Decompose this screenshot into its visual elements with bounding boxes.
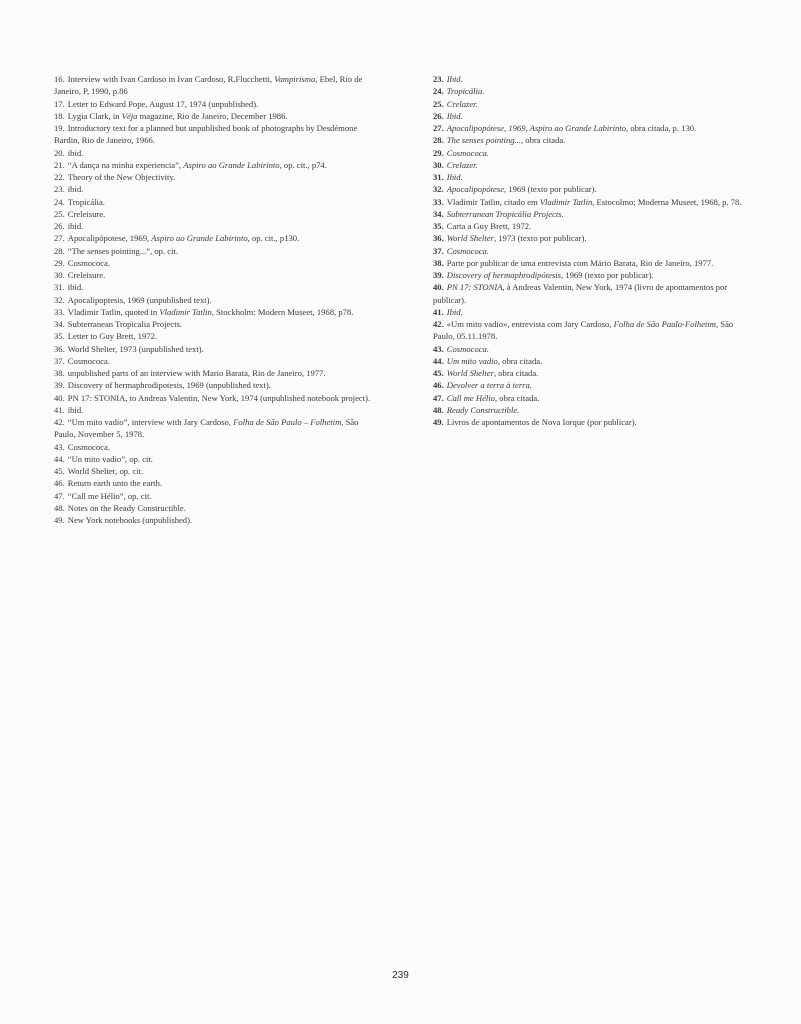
footnote-text: Crelazer. [446,98,478,109]
footnote-number: 27. [54,233,65,244]
footnote-text: “Um mito vadio”, interview with Jary Cardoso, [67,417,234,427]
footnote [433,196,753,208]
footnote-number: 23. [54,184,65,195]
footnote-text: Carta a Guy Brett, 1972. [446,221,532,231]
footnote [54,514,377,526]
footnote-text: unpublished parts of an interview with Mario Barata, Rio de Janeiro, 1977. [67,368,326,378]
footnote-text: PN 17: STONIA, to Andreas Valentin, New York, 1974 (unpublished notebook project). [67,392,371,403]
footnote-text: Cosmococa. [446,245,489,256]
footnote-text: Tropicália. [67,196,105,207]
footnote [54,122,377,147]
page-number: 239 [392,970,409,981]
footnote-number: 31. [433,172,444,182]
footnote [54,355,377,367]
footnote [54,465,377,477]
footnote-number: 40. [433,282,444,293]
footnote [54,306,377,318]
footnote-text: Introductory text for a planned but unpublished book of photographs by Desdémone Bardin, Rio de Janeiro, 1966. [54,123,358,146]
footnote-number: 25. [54,208,65,219]
footnote-number: 38. [433,257,444,268]
footnote [54,110,377,122]
footnote-number: 40. [54,392,65,403]
footnote-number: 30. [433,159,444,170]
notes-column-portuguese [433,73,753,428]
footnote-number: 43. [433,343,444,354]
footnote-text: , São Paulo, 05.11.1978. [433,319,734,342]
footnote [54,343,377,355]
footnote-number: 34. [54,319,65,329]
footnote-text: Lygia Clark, in [67,110,122,121]
notes-column-english [54,73,377,526]
footnote [433,159,753,171]
footnote-text: Vladimir Tatlin, citado em [446,196,540,207]
footnote-text: ibid. [67,221,84,231]
footnote-number: 49. [54,515,65,525]
footnote-text: Ibid. [446,172,463,182]
footnote-number: 35. [54,331,65,342]
footnote-number: 21. [54,159,65,170]
footnote-number: 37. [433,245,444,256]
footnote-text: Tropicália. [446,86,485,97]
footnote-text: ibid. [67,184,84,195]
footnote-text: Cosmococa. [67,441,110,452]
footnote-text: Discovery of hermaphrodipótesis [446,270,561,280]
footnote-number: 44. [54,453,65,464]
footnote-text: World Shelter, op. cit. [67,466,144,476]
footnote [433,306,753,318]
footnote-number: 19. [54,123,65,133]
footnote [54,171,377,183]
footnote-number: 26. [433,110,444,121]
footnote-number: 36. [433,233,444,244]
footnote-text: , obra citada. [497,355,543,366]
footnote-number: 33. [433,196,444,207]
footnote-text: Letter to Guy Brett, 1972. [67,331,158,342]
footnote-number: 48. [54,502,65,513]
footnote [54,294,377,306]
footnote [433,392,753,404]
footnote-text: Discovery of hermaphrodipotesis, 1969 (unpublished text). [67,380,271,391]
footnote-text: “The senses pointing...”, op. cit. [67,245,179,256]
footnote [54,490,377,502]
footnote-text: Cosmococa. [446,147,489,158]
footnote-text: Call me Hélio [446,392,495,403]
footnote-number: 48. [433,404,444,415]
footnote-number: 23. [433,74,444,84]
footnote-text: ibid. [67,147,84,158]
footnote-text: New York notebooks (unpublished). [67,515,193,525]
footnote-text: , obra citada. [493,368,539,378]
footnote-number: 34. [433,208,444,219]
footnote [433,122,753,134]
footnote-number: 29. [54,257,65,268]
footnote-number: 42. [54,417,65,427]
footnote [433,232,753,244]
footnote-text: Folha de São Paulo-Folhetim [613,319,716,329]
footnote-text: Véja [121,110,138,121]
footnote [54,281,377,293]
footnote-text: Vladimir Tatlin, quoted in [67,306,160,317]
footnote-text: Um mito vadio [446,355,498,366]
footnote [433,245,753,257]
footnote-text: Subterranean Tropicalia Projects. [67,319,183,329]
footnote-text: Apocalipopótese, 1969, Aspiro ao Grande Labirinto [446,123,627,133]
footnote-text: Devolver a terra à terra. [446,380,532,391]
footnote [54,196,377,208]
footnote-text: Parte por publicar de uma entrevista com Mário Barata, Rio de Janeiro, 1977. [446,257,714,268]
footnote [433,85,753,97]
footnote [54,441,377,453]
footnote [433,208,753,220]
footnote [433,318,753,343]
footnote-text: Ibid. [446,306,463,317]
footnote-text: , São Paulo, November 5, 1978. [54,417,359,440]
footnote-number: 37. [54,355,65,366]
footnote-number: 17. [54,98,65,109]
footnote-text: ibid. [67,404,84,415]
footnote-number: 16. [54,74,65,84]
footnote-number: 45. [433,368,444,378]
footnote [54,257,377,269]
footnote-text: Ready Constructible. [446,404,520,415]
footnote-text: Cosmococa. [67,355,110,366]
footnote [54,318,377,330]
footnote [54,220,377,232]
footnote-text: Apocalipoptesis, 1969 (unpublished text). [67,294,212,305]
footnote-text: Interview with Ivan Cardoso in Ivan Cardoso, R.Flucchetti, [67,74,275,84]
footnote-number: 47. [433,392,444,403]
footnote-text: Return earth unto the earth. [67,478,163,489]
footnote [54,73,377,98]
footnote-number: 46. [433,380,444,391]
footnote-text: , obra citada. [494,392,540,403]
footnote-number: 24. [54,196,65,207]
footnote-text: magazine, Rio de Janeiro, December 1986. [137,110,288,121]
footnote-text: Cosmococa. [446,343,489,354]
footnote-number: 41. [433,306,444,317]
footnote [54,147,377,159]
footnote-number: 32. [54,294,65,305]
footnote-text: Vladimir Tatlin [159,306,212,317]
footnote-text: , à Andreas Valentin, New York, 1974 (livro de apontamentos por publicar). [433,282,728,305]
footnote-text: “Call me Hélio”, op. cit. [67,490,152,501]
footnote [433,98,753,110]
footnote-number: 30. [54,270,65,280]
footnote-number: 22. [54,172,65,182]
footnote [54,379,377,391]
footnote [54,183,377,195]
footnote-text: World Shelter [446,368,494,378]
footnote-text: Apocalipópotese, 1969, [67,233,152,244]
footnote-text: Ibid. [446,110,463,121]
footnote-number: 41. [54,404,65,415]
footnote-number: 38. [54,368,65,378]
footnote-text: “A dança na minha experiencia”, [67,159,184,170]
footnote [433,73,753,85]
footnote [433,379,753,391]
footnote [433,220,753,232]
footnote-number: 39. [433,270,444,280]
footnote-text: , obra citada, p. 130. [626,123,697,133]
footnote [54,392,377,404]
footnote [54,159,377,171]
footnote-text: PN 17: STONIA [446,282,503,293]
footnote-text: , obra citada. [521,135,566,146]
footnote-text: Vladimir Tatlin [539,196,593,207]
footnote [433,416,753,428]
footnote [433,110,753,122]
footnote-text: , Estocolmo; Moderna Museet, 1968, p. 78. [592,196,742,207]
footnote-text: «Um mito vadio», entrevista com Jary Cardoso, [446,319,614,329]
footnote [433,147,753,159]
footnote [54,245,377,257]
footnote-text: , Ebel, Rio de Janeiro, P, 1990, p.86 [54,74,363,97]
footnote-text: Theory of the New Objectivity. [67,172,176,182]
footnote [54,367,377,379]
footnote [433,171,753,183]
footnote-text: Letter to Edward Pope, August 17, 1974 (unpublished). [67,98,259,109]
footnote [433,281,753,306]
footnote-text: “Un mito vadio”, op. cit. [67,453,153,464]
footnote-text: Notes on the Ready Constructible. [67,502,186,513]
footnote-text: , 1973 (texto por publicar). [493,233,587,244]
footnote-text: World Shelter, 1973 (unpublished text). [67,343,204,354]
footnote-text: , op. cit., p74. [279,159,327,170]
footnote-text: Creleisure. [67,208,106,219]
footnote [54,98,377,110]
footnote-text: Vampirismo [274,74,316,84]
footnote [54,477,377,489]
footnote [433,134,753,146]
footnote [54,404,377,416]
footnote [433,343,753,355]
footnote-text: Folha de São Paulo – Folhetim [233,417,342,427]
footnote-number: 36. [54,343,65,354]
footnote-number: 28. [433,135,444,146]
footnote [54,502,377,514]
footnote-number: 28. [54,245,65,256]
footnote-text: Apocalipopótese [446,184,505,195]
footnote [54,269,377,281]
footnote-number: 26. [54,221,65,231]
footnote [433,355,753,367]
footnote-text: Aspiro ao Grande Labirinto [151,233,248,244]
footnote-number: 47. [54,490,65,501]
footnote-number: 27. [433,123,444,133]
footnote-number: 29. [433,147,444,158]
footnote-text: , 1969 (texto por publicar). [504,184,597,195]
footnote [433,367,753,379]
footnote [433,404,753,416]
footnote [433,269,753,281]
footnote [54,416,377,441]
footnote-text: Cosmococa. [67,257,110,268]
footnote-number: 24. [433,86,444,97]
footnote-number: 49. [433,417,444,427]
footnote [54,330,377,342]
footnote [54,453,377,465]
footnote [433,257,753,269]
footnote-text: Crelazer. [446,159,478,170]
footnote-text: Aspiro ao Grande Labirinto [183,159,280,170]
footnote-text: Creleisure. [67,270,106,280]
footnote-number: 44. [433,355,444,366]
footnote-text: ibid. [67,282,84,293]
footnote [54,208,377,220]
footnote-number: 39. [54,380,65,391]
footnote-text: , op. cit., p130. [247,233,300,244]
footnote-text: The senses pointing... [446,135,521,146]
footnote-number: 35. [433,221,444,231]
footnote-text: Subterranean Tropicália Projects. [446,208,564,219]
footnote-text: World Shelter [446,233,494,244]
footnote-number: 46. [54,478,65,489]
footnote-number: 45. [54,466,65,476]
footnote-number: 31. [54,282,65,293]
footnote-text: , Stockholm: Modern Museet, 1968, p78. [211,306,354,317]
footnote-text: Livros de apontamentos de Nova Iorque (por publicar). [446,417,637,427]
footnote-number: 43. [54,441,65,452]
footnote-number: 33. [54,306,65,317]
footnote [433,183,753,195]
footnote [54,232,377,244]
footnote-text: Ibid. [446,74,463,84]
footnote-number: 32. [433,184,444,195]
footnote-number: 25. [433,98,444,109]
footnote-number: 20. [54,147,65,158]
footnote-number: 18. [54,110,65,121]
footnote-number: 42. [433,319,444,329]
footnote-text: , 1969 (texto por publicar). [561,270,654,280]
